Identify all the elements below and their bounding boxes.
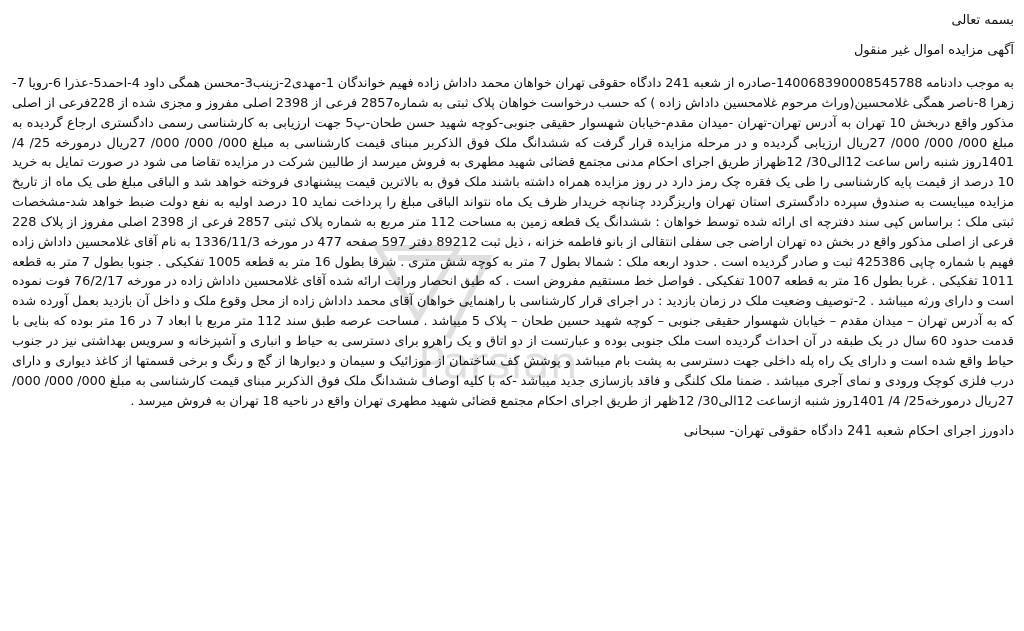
notice-title: آگهی مزایده اموال غیر منقول bbox=[853, 43, 1014, 58]
basmala-heading: بسمه تعالی bbox=[951, 13, 1014, 28]
watermark-text: Parsian bbox=[418, 338, 578, 389]
notice-body: به موجب دادنامه 140068390008545788-صادره از شعبه 241 دادگاه حقوقی تهران خواهان محمد داداش زاده فهیم خواندگان 1-مهدی2-زینب3-محسن همگی داود 4-احمد5-عذرا 6-رویا 7-زهرا 8-ناصر همگی غلامحسین(وراث مرحوم غلامحسین داداش زاده ) که حسب درخواست خواهان پلاک ثبتی به شماره2857 فرعی از 2398 اصلی مفروز و مجزی شده از 228فرعی از اصلی مذکور واقع دربخش 10 تهران به آدرس تهران-تهران -میدان مقدم-خیابان شهسوار حقیقی جنوبی-کوچه شهید حسن طحان-پ5 جهت ارزیابی به کارشناسی رسمی دادگستری ارجاع گردیده به مبلغ 000/ 000/ 000/ 27ریال ارزیابی گردیده و در مرحله مزایده قرار گرفت که ششدانگ ملک فوق الذکربر مبنای قیمت کارشناسی به مبلغ 000/ 000/ 000/ 27ریال درمورخه 25/ 4/ 1401روز شنبه راس ساعت 12الی30/ 12ظهراز طریق اجرای احکام مدنی مجتمع قضائی شهید مطهری به فروش میرسد از طالبین شرکت در مزایده تقاضا می شود در صورت تمایل به خرید 10 درصد از قیمت پایه کارشناسی را طی یک فقره چک رمز دارد در روز مزایده همراه داشته باشند ملک فوق به بالاترین قیمت پیشنهادی فروخته خواهد شد و الباقی مبلغ طی یک ماه از تاریخ مزایده میبایست به صندوق سپرده دادگستری استان تهران واریزگردد چنانچه خریدار ظرف یک ماه نتواند الباقی مبلغ را پرداخت نماید 10 درصد اولیه به نفع دولت ضبط خواهد شد-مشخصات ثبتی ملک : براساس کپی سند دفترچه ای ارائه شده توسط خواهان : ششدانگ یک قطعه زمین به مساحت 112 متر مربع به شماره پلاک ثبتی 2857 فرعی از 2398 اصلی مفروز از پلاک 228 فرعی از اصلی مذکور واقع در بخش ده تهران اراضی جی سفلی انتقالی از بانو فاطمه خزانه ، ذیل ثبت 89212 دفتر 597 صفحه 477 در مورخه 1336/11/3 به نام آقای غلامحسین داداش زاده فهیم با شماره چاپی 425386 ثبت و صادر گردیده است . حدود اربعه ملک : شمالا بطول 7 متر به کوچه شش متری . شرقا بطول 16 متر به قطعه 1005 تفکیکی . جنوبا بطول 7 متر به قطعه 1011 تفکیکی . غربا بطول 16 متر به قطعه 1007 تفکیکی . فواصل خط مستقیم مفروض است . که طبق انحصار وراثت ارائه شده آقای غلامحسین داداش زاده در مورخه 76/2/17 فوت نموده است و دارای ورثه میباشد . 2-توصیف وضعیت ملک در زمان بازدید : در اجرای قرار کارشناسی با راهنمایی خواهان آقای محمد داداش زاده از محل وقوع ملک و داخل آن بازدید بعمل آورده شده که به آدرس تهران – میدان مقدم – خیابان شهسوار حقیقی جنوبی – کوچه شهید حسین طحان – پلاک 5 میباشد . مساحت عرصه طبق سند 112 متر مربع با ابعاد 7 در 16 متر بوده که بنایی با قدمت حدود 60 سال در یک طبقه در آن احداث گردیده است ملک جنوبی بوده و عبارتست از دو اتاق و یک راهرو برای دسترسی به حیاط و انباری و آشپزخانه و سرویس بهداشتی نیز در جنوب حیاط واقع شده است و دارای یک راه پله داخلی جهت دسترسی به پشت بام میباشد و پوشش کف ساختمان از موزائیک و سیمان و دیوارها از گچ و رنگ و برخی قسمتها از کاغذ دیواری و دارای درب فلزی کوچک ورودی و نمای آجری میباشد . ضمنا ملک کلنگی و فاقد بازسازی جدید میباشد -که با کلیه اوصاف ششدانگ ملک فوق الذکربر مبنای قیمت کارشناسی به مبلغ 000/ 000/ 000/ 27ریال درمورخه25/ 4/ 1401روز شنبه ازساعت 12الی30/ 12ظهر از طریق اجرای احکام مجتمع قضائی شهید مطهری تهران واقع در ناحیه 18 تهران به فروش میرسد . bbox=[12, 76, 1015, 409]
notice-signature: دادورز اجرای احکام شعبه 241 دادگاه حقوقی تهران- سبحانی bbox=[683, 424, 1014, 440]
